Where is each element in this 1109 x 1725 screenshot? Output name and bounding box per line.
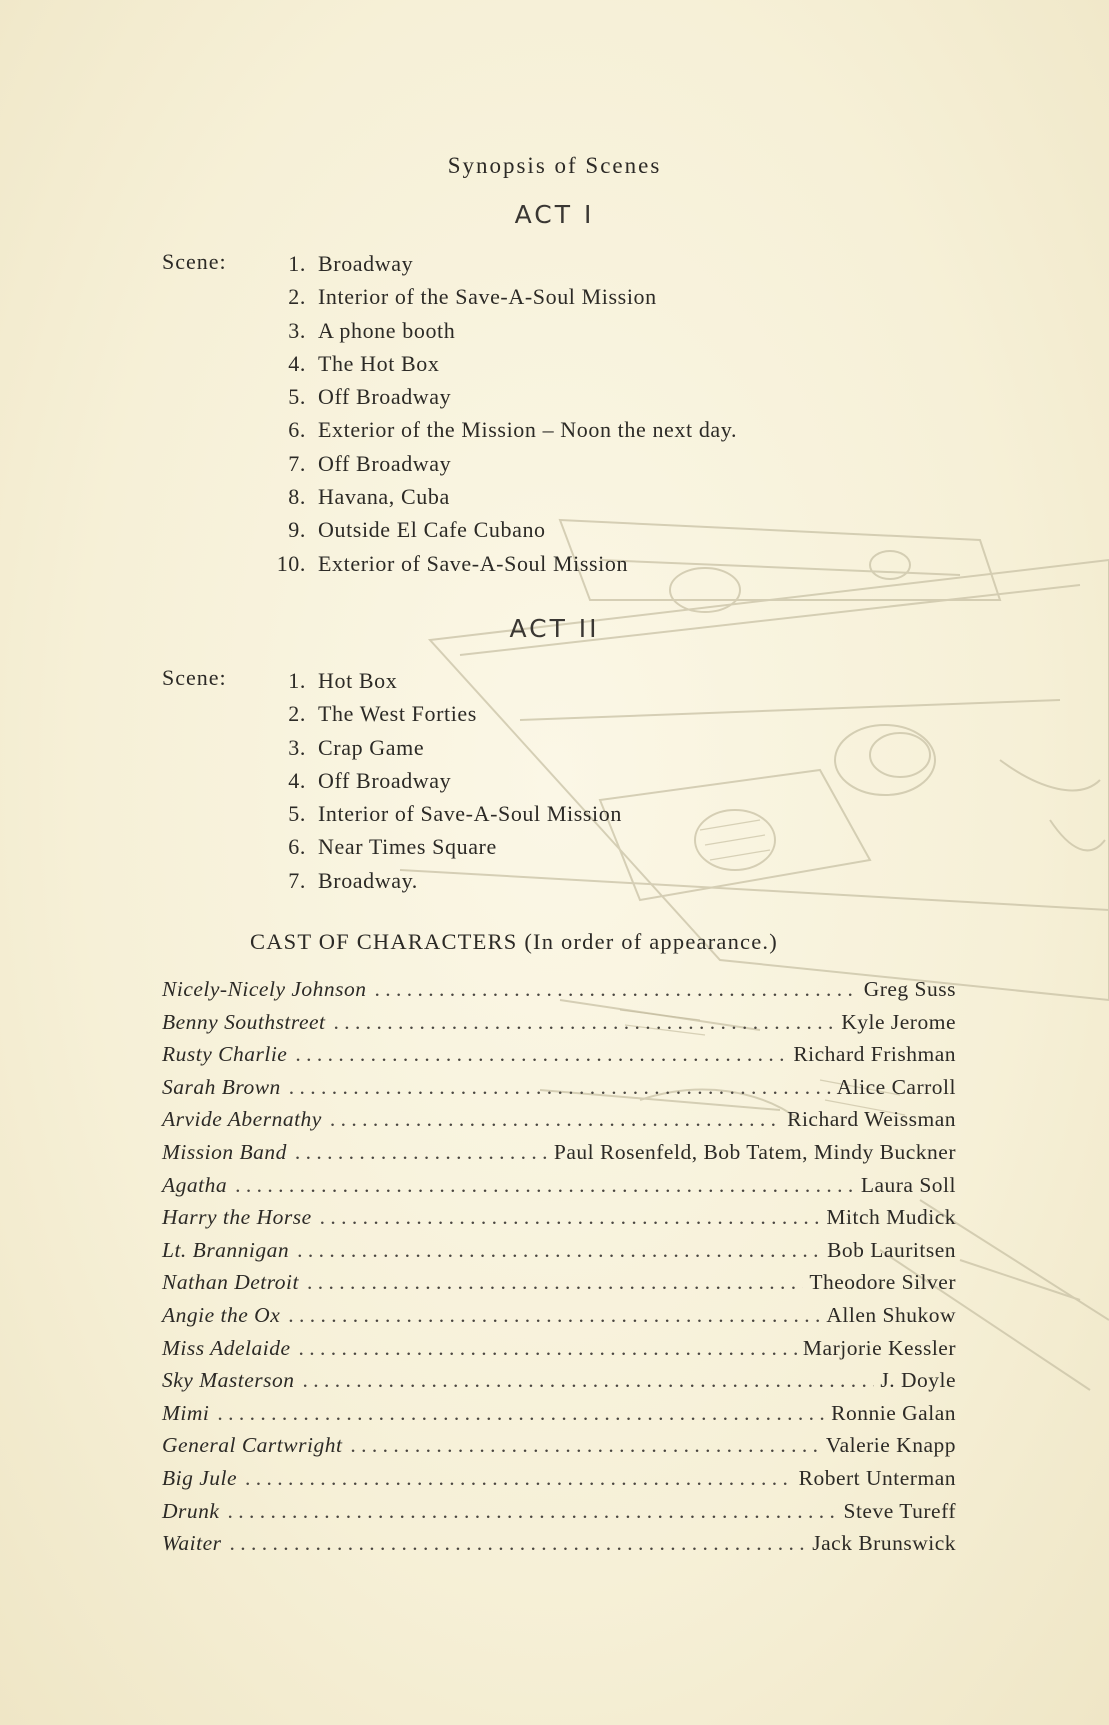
cast-row: Nicely-Nicely Johnson . . . Greg Suss <box>162 973 956 1006</box>
cast-row: Mimi . . . Ronnie Galan <box>162 1397 956 1430</box>
cast-row: Miss Adelaide . . . Marjorie Kessler <box>162 1332 956 1365</box>
scene-item: 3. Crap Game <box>288 734 425 760</box>
cast-title: CAST OF CHARACTERS (In order of appearance.) <box>250 929 778 954</box>
scene-item: 7. Off Broadway <box>288 450 452 476</box>
cast-list <box>162 973 956 1560</box>
cast-row: General Cartwright . . . Valerie Knapp <box>162 1429 956 1462</box>
scene-item: 5. Interior of Save-A-Soul Mission <box>288 801 622 827</box>
act-2-heading: ACT II <box>509 614 600 643</box>
act-1-heading: ACT I <box>514 200 595 229</box>
cast-row: Sarah Brown . . . Alice Carroll <box>162 1071 956 1104</box>
scene-item: 3. A phone booth <box>288 317 456 343</box>
scene-item: 7. Broadway. <box>288 867 418 893</box>
scene-item: 9. Outside El Cafe Cubano <box>288 517 546 543</box>
cast-row: Rusty Charlie . . . Richard Frishman <box>162 1038 956 1071</box>
scene-item: 2. Interior of the Save-A-Soul Mission <box>288 284 657 310</box>
cast-row: Big Jule . . . Robert Unterman <box>162 1462 956 1495</box>
act-2-scene-list <box>262 664 622 897</box>
scene-item: 10. Exterior of Save-A-Soul Mission <box>276 550 629 576</box>
cast-row: Harry the Horse . . . Mitch Mudick <box>162 1201 956 1234</box>
scene-item: 1. Hot Box <box>288 668 398 693</box>
scene-item: 8. Havana, Cuba <box>288 484 450 510</box>
cast-row: Mission Band . . . Paul Rosenfeld, Bob Tatem, Mindy Buckner <box>162 1136 956 1169</box>
cast-row: Nathan Detroit . . . Theodore Silver <box>162 1266 956 1299</box>
cast-row: Arvide Abernathy . . . Richard Weissman <box>162 1103 956 1136</box>
cast-row: Agatha . . . Laura Soll <box>162 1169 956 1202</box>
scene-item: 1. Broadway <box>288 251 414 276</box>
act-2-scene-label: Scene: <box>162 665 227 690</box>
synopsis-title: Synopsis of Scenes <box>447 153 662 178</box>
cast-row: Sky Masterson . . . J. Doyle <box>162 1364 956 1397</box>
scene-item: 4. Off Broadway <box>288 767 452 793</box>
scene-item: 6. Near Times Square <box>288 834 497 860</box>
cast-row: Drunk . . . Steve Tureff <box>162 1495 956 1528</box>
scene-item: 6. Exterior of the Mission – Noon the next day. <box>288 417 738 443</box>
act-1-scene-label: Scene: <box>162 249 227 274</box>
scene-item: 4. The Hot Box <box>288 350 440 376</box>
scene-item: 5. Off Broadway <box>288 384 452 410</box>
cast-row: Angie the Ox . . . Allen Shukow <box>162 1299 956 1332</box>
cast-row: Waiter . . . Jack Brunswick <box>162 1527 956 1560</box>
cast-row: Lt. Brannigan . . . Bob Lauritsen <box>162 1234 956 1267</box>
cast-row: Benny Southstreet . . . Kyle Jerome <box>162 1006 956 1039</box>
scene-item: 2. The West Forties <box>288 701 477 727</box>
act-1-scene-list <box>262 247 737 580</box>
